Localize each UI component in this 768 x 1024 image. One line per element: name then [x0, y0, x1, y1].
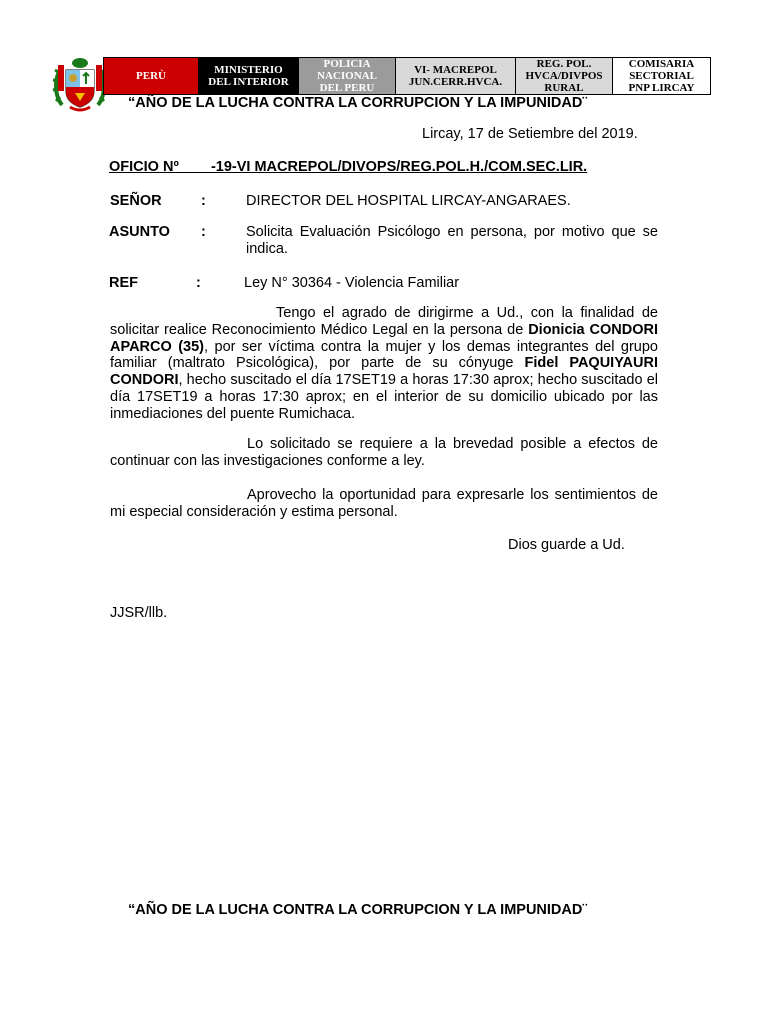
body-paragraph-1: Tengo el agrado de dirigirme a Ud., con la finalidad de solicitar realice Reconocimiento Médico Legal en la persona de Dionicia CONDORI APARCO (35), por ser víctima contra la mujer y los demas integrantes del grupo familiar (maltrato Psicológica), por parte de su cónyuge Fidel PAQUIYAURI CONDORI, hecho suscitado el día 17SET19 a horas 17:30 aprox; hecho suscitado el día 17SET19 a horas 17:30 aprox; en el interior de su domicilio ubicado por las inmediaciones del puente Rumichaca. [110, 305, 658, 422]
closing-line: Dios guarde a Ud. [508, 537, 625, 553]
header-cell-macrepol: VI- MACREPOL JUN.CERR.HVCA. [396, 58, 516, 94]
aggressor-name: Fidel PAQUIYAURI CONDORI [110, 355, 658, 389]
year-motto-top: “AÑO DE LA LUCHA CONTRA LA CORRUPCION Y LA IMPUNIDAD¨ [128, 95, 588, 111]
header-cell-reg-pol: REG. POL. HVCA/DIVPOS RURAL [516, 58, 613, 94]
header-cell-policia: POLICIA NACIONAL DEL PERU [299, 58, 396, 94]
ref-label: REF [109, 275, 138, 291]
asunto-colon: : [201, 224, 206, 240]
victim-name: Dionicia CONDORI APARCO (35) [110, 321, 658, 355]
senor-label: SEÑOR [110, 193, 162, 209]
senor-value: DIRECTOR DEL HOSPITAL LIRCAY-ANGARAES. [246, 193, 571, 209]
ref-value: Ley N° 30364 - Violencia Familiar [244, 275, 460, 291]
institution-header [103, 57, 711, 95]
year-motto-footer: “AÑO DE LA LUCHA CONTRA LA CORRUPCION Y LA IMPUNIDAD¨ [128, 902, 588, 918]
body-paragraph-2: Lo solicitado se requiere a la brevedad posible a efectos de continuar con las investigaciones conforme a ley. [110, 436, 658, 469]
reference-initials: JJSR/llb. [110, 605, 168, 621]
oficio-number: OFICIO Nº -19-VI MACREPOL/DIVOPS/REG.POL.H./COM.SEC.LIR. [109, 159, 588, 175]
senor-colon: : [201, 193, 206, 209]
date-line: Lircay, 17 de Setiembre del 2019. [422, 126, 638, 142]
asunto-value: Solicita Evaluación Psicólogo en persona, por motivo que se indica. [246, 224, 658, 257]
asunto-label: ASUNTO [109, 224, 170, 240]
body-paragraph-3: Aprovecho la oportunidad para expresarle los sentimientos de mi especial consideración y estima personal. [110, 487, 658, 520]
header-cell-ministerio: MINISTERIO DEL INTERIOR [199, 58, 299, 94]
header-cell-comisaria: COMISARIA SECTORIAL PNP LIRCAY [613, 58, 710, 94]
ref-colon: : [196, 275, 201, 291]
peru-coat-of-arms-icon [52, 55, 108, 113]
header-cell-peru: PERÙ [104, 58, 199, 94]
